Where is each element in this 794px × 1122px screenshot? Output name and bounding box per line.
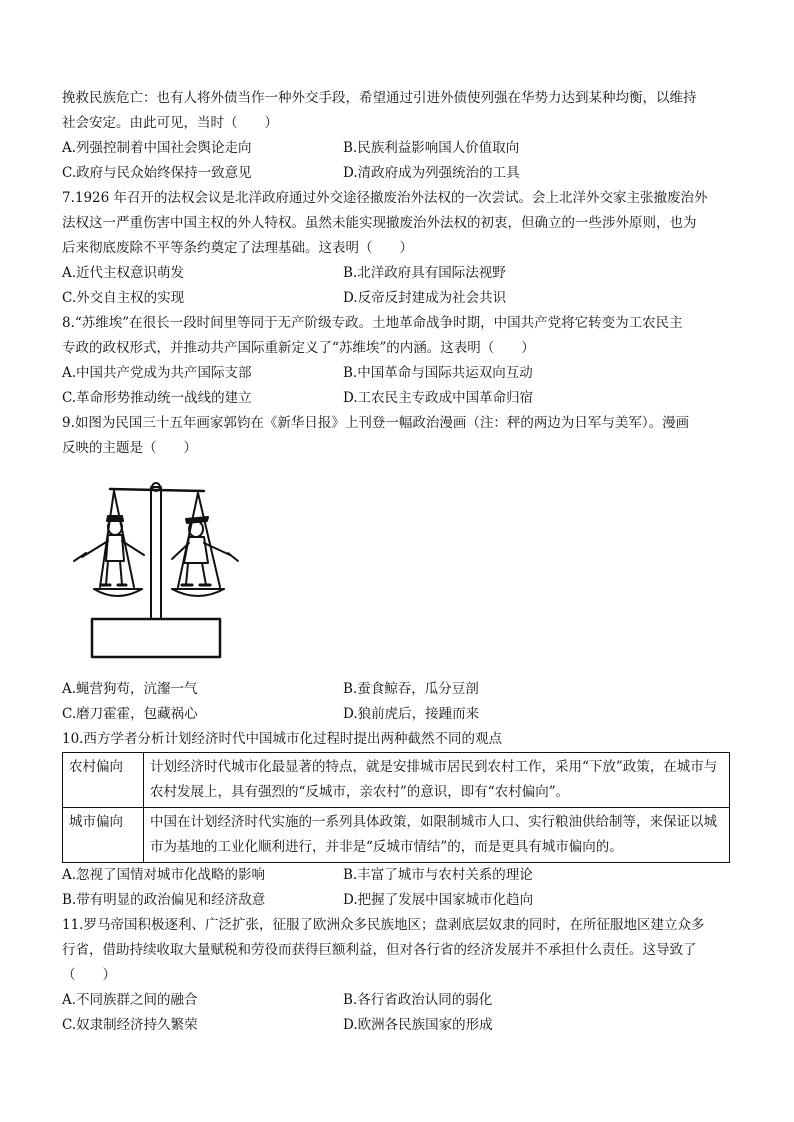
q6-options-row (62, 161, 730, 186)
q6-stem-line: 挽救民族危亡：也有人将外债当作一种外交手段，希望通过引进外债使列强在华势力达到某种均衡，以维持 (62, 90, 697, 106)
q7-stem-line: 法权这一严重伤害中国主权的外人特权。虽然未能实现撤废治外法权的初衷，但确立的一些涉外原则，也为 (62, 215, 697, 231)
table-row-label: 农村偏向 (63, 753, 144, 808)
table-row (63, 808, 730, 863)
q8-stem-line: 专政的政权形式，并推动共产国际重新定义了“苏维埃”的内涵。这表明（ ） (62, 340, 535, 356)
q11-options-row (62, 1013, 730, 1038)
q11-stem-line: 11.罗马帝国积极逐利、广泛扩张，征服了欧洲众多民族地区；盘剥底层奴隶的同时，在所征服地区建立众多 (62, 917, 705, 933)
q11-stem-line: （ ） (62, 967, 116, 983)
q10-stem-line: 10.西方学者分析计划经济时代中国城市化过程时提出两种截然不同的观点 (62, 731, 502, 747)
q11-options-row (62, 988, 730, 1013)
q8-options-row (62, 386, 730, 411)
scale-pillar (151, 487, 161, 619)
balance-scale-cartoon (62, 469, 242, 664)
q11-option-c[interactable]: C.奴隶制经济持久繁荣 (62, 1017, 198, 1033)
q7-stem-line: 7.1926 年召开的法权会议是北洋政府通过外交途径撤废治外法权的一次尝试。会上北洋外交家主张撤废治外 (62, 190, 708, 206)
q10-option-b-second[interactable]: B.带有明显的政治偏见和经济敌意 (62, 892, 266, 908)
figure-left-soldier (74, 516, 144, 585)
q7-options-row (62, 261, 730, 286)
q7-option-c[interactable]: C.外交自主权的实现 (62, 290, 185, 306)
q6-option-c[interactable]: C.政府与民众始终保持一致意见 (62, 165, 252, 181)
q11-stem-line: 行省，借助持续收取大量赋税和劳役而获得巨额利益，但对各行省的经济发展并不承担什么责任。这导致了 (62, 942, 697, 958)
q11-option-a[interactable]: A.不同族群之间的融合 (62, 992, 198, 1008)
q6-option-a[interactable]: A.列强控制着中国社会舆论走向 (62, 140, 252, 156)
scale-pan-right (172, 589, 224, 596)
q9-options-row (62, 702, 730, 727)
q8-option-c[interactable]: C.革命形势推动统一战线的建立 (62, 390, 252, 406)
political-cartoon-figure (62, 469, 730, 669)
q6-option-b[interactable]: B.民族利益影响国人价值取向 (343, 140, 520, 156)
q11-option-d[interactable]: D.欧洲各民族国家的形成 (343, 1017, 493, 1033)
q8-stem-line: 8.“苏维埃”在很长一段时间里等同于无产阶级专政。土地革命战争时期，中国共产党将它转变为工农民主 (62, 315, 683, 331)
table-row (63, 753, 730, 808)
q8-option-d[interactable]: D.工农民主专政成中国革命归宿 (343, 390, 534, 406)
q8-options-row (62, 361, 730, 386)
q9-stem-line: 反映的主题是（ ） (62, 440, 197, 456)
q9-stem-line: 9.如图为民国三十五年画家郭钧在《新华日报》上刊登一幅政治漫画（注：秤的两边为日军与美军）。漫画 (62, 415, 690, 431)
q10-option-d[interactable]: D.把握了发展中国家城市化趋向 (343, 892, 534, 908)
q7-options-row (62, 286, 730, 311)
q9-option-b[interactable]: B.蚕食鲸吞，瓜分豆剖 (343, 681, 479, 697)
q6-option-d[interactable]: D.清政府成为列强统治的工具 (343, 165, 520, 181)
q9-option-a[interactable]: A.蝇营狗苟，沆瀣一气 (62, 681, 198, 697)
q7-stem-line: 后来彻底废除不平等条约奠定了法理基础。这表明（ ） (62, 240, 413, 256)
q8-option-b[interactable]: B.中国革命与国际共运双向互动 (343, 365, 533, 381)
table-row-text: 中国在计划经济时代实施的一系列具体政策，如限制城市人口、实行粮油供给制等，来保证以城市为基地的工业化顺利进行，并非是“反城市情结”的，而是更具有城市偏向的。 (144, 808, 730, 863)
scale-base (92, 619, 220, 657)
q10-viewpoint-table (62, 752, 730, 863)
q9-option-c[interactable]: C.磨刀霍霍，包藏祸心 (62, 706, 198, 722)
scale-pan-left (94, 589, 142, 596)
q8-option-a[interactable]: A.中国共产党成为共产国际支部 (62, 365, 252, 381)
q11-option-b[interactable]: B.各行省政治认同的弱化 (343, 992, 493, 1008)
q9-option-d[interactable]: D.狼前虎后，接踵而来 (343, 706, 480, 722)
q10-options-row (62, 888, 730, 913)
table-row-text: 计划经济时代城市化最显著的特点，就是安排城市居民到农村工作，采用“下放”政策，在城市与农村发展上，具有强烈的“反城市，亲农村”的意识，即有“农村偏向”。 (144, 753, 730, 808)
q10-options-row (62, 863, 730, 888)
exam-page (62, 86, 730, 1038)
q7-option-d[interactable]: D.反帝反封建成为社会共识 (343, 290, 507, 306)
q7-option-b[interactable]: B.北洋政府具有国际法视野 (343, 265, 506, 281)
q7-option-a[interactable]: A.近代主权意识萌发 (62, 265, 185, 281)
table-row-label: 城市偏向 (63, 808, 144, 863)
q6-options-row (62, 136, 730, 161)
q10-option-a[interactable]: A.忽视了国情对城市化战略的影响 (62, 867, 266, 883)
q9-options-row (62, 677, 730, 702)
q6-stem-line: 社会安定。由此可见，当时（ ） (62, 115, 278, 131)
q10-option-b[interactable]: B.丰富了城市与农村关系的理论 (343, 867, 533, 883)
